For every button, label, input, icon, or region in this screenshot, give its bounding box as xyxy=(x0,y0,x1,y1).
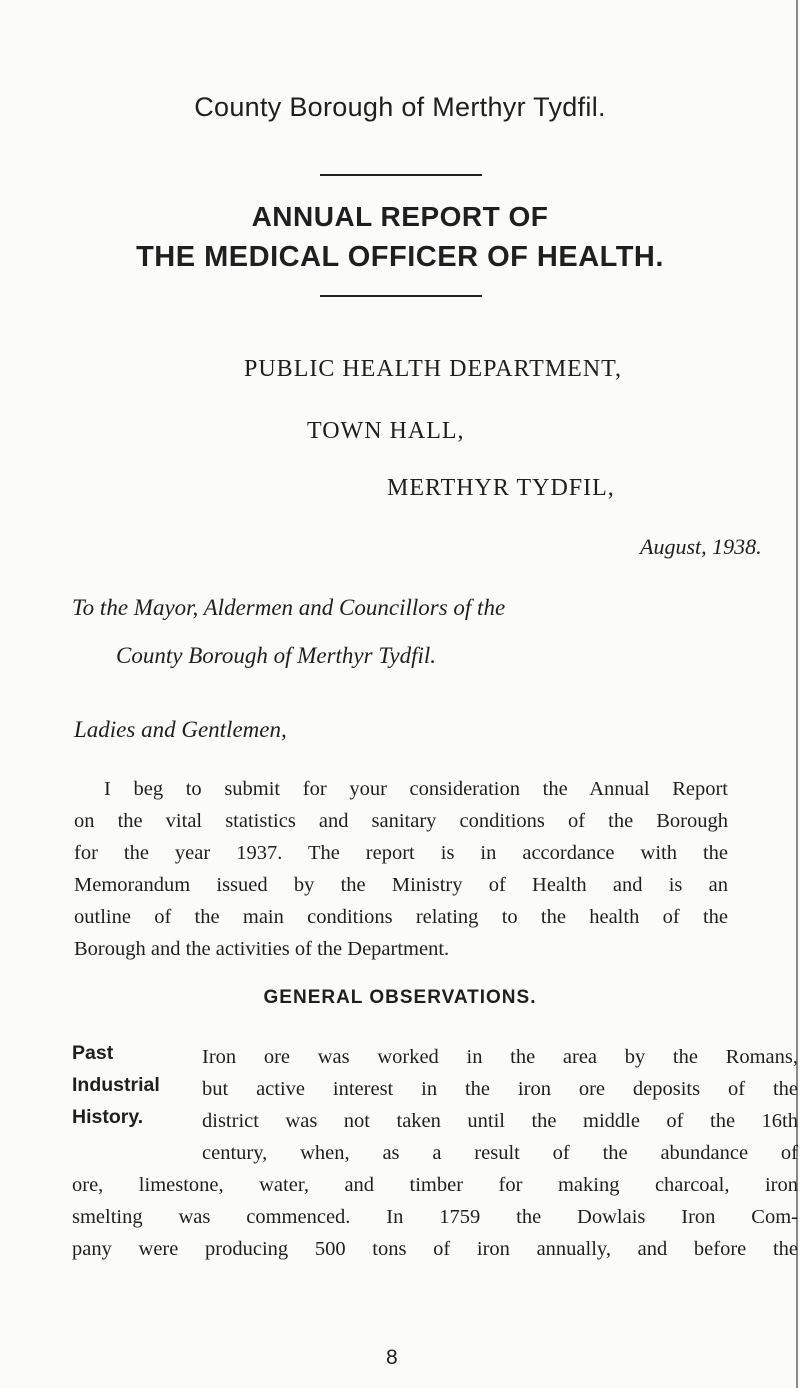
side-heading-line: Past xyxy=(72,1042,114,1064)
letter-date: August, 1938. xyxy=(640,534,762,559)
section-line: century, when, as a result of the abundance of xyxy=(202,1142,798,1164)
divider-rule-top xyxy=(320,174,482,176)
intro-line: for the year 1937. The report is in accordance with the xyxy=(74,842,728,864)
report-title-line-1: ANNUAL REPORT OF xyxy=(251,201,549,232)
intro-line: Memorandum issued by the Ministry of Health and is an xyxy=(74,874,728,896)
borough-title: County Borough of Merthyr Tydfil. xyxy=(194,92,606,122)
greeting: Ladies and Gentlemen, xyxy=(74,717,287,742)
page-number: 8 xyxy=(386,1346,398,1369)
addressee-line-1: To the Mayor, Aldermen and Councillors of the xyxy=(72,595,506,620)
intro-line: on the vital statistics and sanitary conditions of the Borough xyxy=(74,810,728,832)
intro-line: Borough and the activities of the Department. xyxy=(74,938,450,960)
section-line: Iron ore was worked in the area by the Romans, xyxy=(202,1046,798,1068)
section-line: pany were producing 500 tons of iron annually, and before the xyxy=(72,1238,798,1260)
intro-line: I beg to submit for your consideration the Annual Report xyxy=(104,778,728,800)
address-line-town: MERTHYR TYDFIL, xyxy=(387,475,615,501)
section-line: but active interest in the iron ore deposits of the xyxy=(202,1078,798,1100)
address-line-department: PUBLIC HEALTH DEPARTMENT, xyxy=(244,356,623,382)
section-heading: GENERAL OBSERVATIONS. xyxy=(263,987,537,1008)
report-title-line-2: THE MEDICAL OFFICER OF HEALTH. xyxy=(136,241,664,273)
intro-line: outline of the main conditions relating to the health of the xyxy=(74,906,728,928)
section-line: district was not taken until the middle of the 16th xyxy=(202,1110,798,1132)
side-heading-line: History. xyxy=(72,1106,144,1128)
section-line: ore, limestone, water, and timber for making charcoal, iron xyxy=(72,1174,798,1196)
addressee-line-2: County Borough of Merthyr Tydfil. xyxy=(116,643,437,668)
address-line-town-hall: TOWN HALL, xyxy=(307,418,465,444)
section-line: smelting was commenced. In 1759 the Dowlais Iron Com- xyxy=(72,1206,798,1228)
side-heading-line: Industrial xyxy=(72,1074,160,1096)
divider-rule-bottom xyxy=(320,295,482,297)
